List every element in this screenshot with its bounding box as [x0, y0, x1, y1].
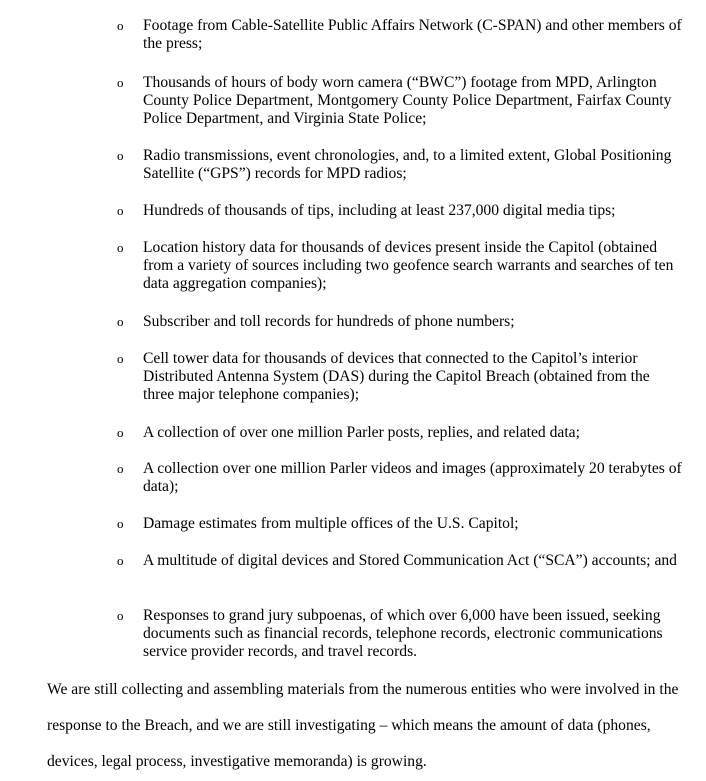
bullet-icon: o — [117, 314, 124, 329]
list-item-text: Responses to grand jury subpoenas, of which over 6,000 have been issued, seeking documents such as financial records, telephone records, electronic communications service provider records, and travel records. — [143, 607, 663, 660]
bullet-icon: o — [117, 203, 124, 218]
bullet-icon: o — [117, 148, 124, 163]
bullet-icon: o — [117, 425, 124, 440]
list-item-text: Thousands of hours of body worn camera (“BWC”) footage from MPD, Arlington County Police Department, Montgomery County Police Department, Fairfax County Police Department, and Virginia State Police; — [143, 74, 672, 127]
bullet-icon: o — [117, 75, 124, 90]
list-item-text: Damage estimates from multiple offices of the U.S. Capitol; — [143, 515, 519, 532]
list-item-text: Hundreds of thousands of tips, including at least 237,000 digital media tips; — [143, 202, 616, 219]
list-item-text: A collection of over one million Parler posts, replies, and related data; — [143, 424, 580, 441]
bullet-icon: o — [117, 240, 124, 255]
list-item-text: A collection over one million Parler videos and images (approximately 20 terabytes of data); — [143, 460, 682, 495]
list-item-text: Subscriber and toll records for hundreds of phone numbers; — [143, 313, 515, 330]
bullet-icon: o — [117, 553, 124, 568]
closing-paragraph: We are still collecting and assembling materials from the numerous entities who were involved in the response to the Breach, and we are still investigating – which means the amount of data (phones, devices, legal process, investigative memoranda) is growing. — [47, 681, 679, 770]
bullet-icon: o — [117, 461, 124, 476]
list-item-text: A multitude of digital devices and Stored Communication Act (“SCA”) accounts; and — [143, 552, 677, 569]
bullet-icon: o — [117, 516, 124, 531]
bullet-icon: o — [117, 351, 124, 366]
list-item-text: Footage from Cable-Satellite Public Affairs Network (C-SPAN) and other members of the press; — [143, 17, 682, 52]
list-item-text: Location history data for thousands of devices present inside the Capitol (obtained from a variety of sources including two geofence search warrants and searches of ten data aggregation companies); — [143, 239, 674, 292]
bullet-icon: o — [117, 18, 124, 33]
list-item-text: Cell tower data for thousands of devices that connected to the Capitol’s interior Distributed Antenna System (DAS) during the Capitol Breach (obtained from the three major telephone companies); — [143, 350, 650, 403]
list-item-text: Radio transmissions, event chronologies, and, to a limited extent, Global Positioning Satellite (“GPS”) records for MPD radios; — [143, 147, 672, 182]
bullet-icon: o — [117, 608, 124, 623]
